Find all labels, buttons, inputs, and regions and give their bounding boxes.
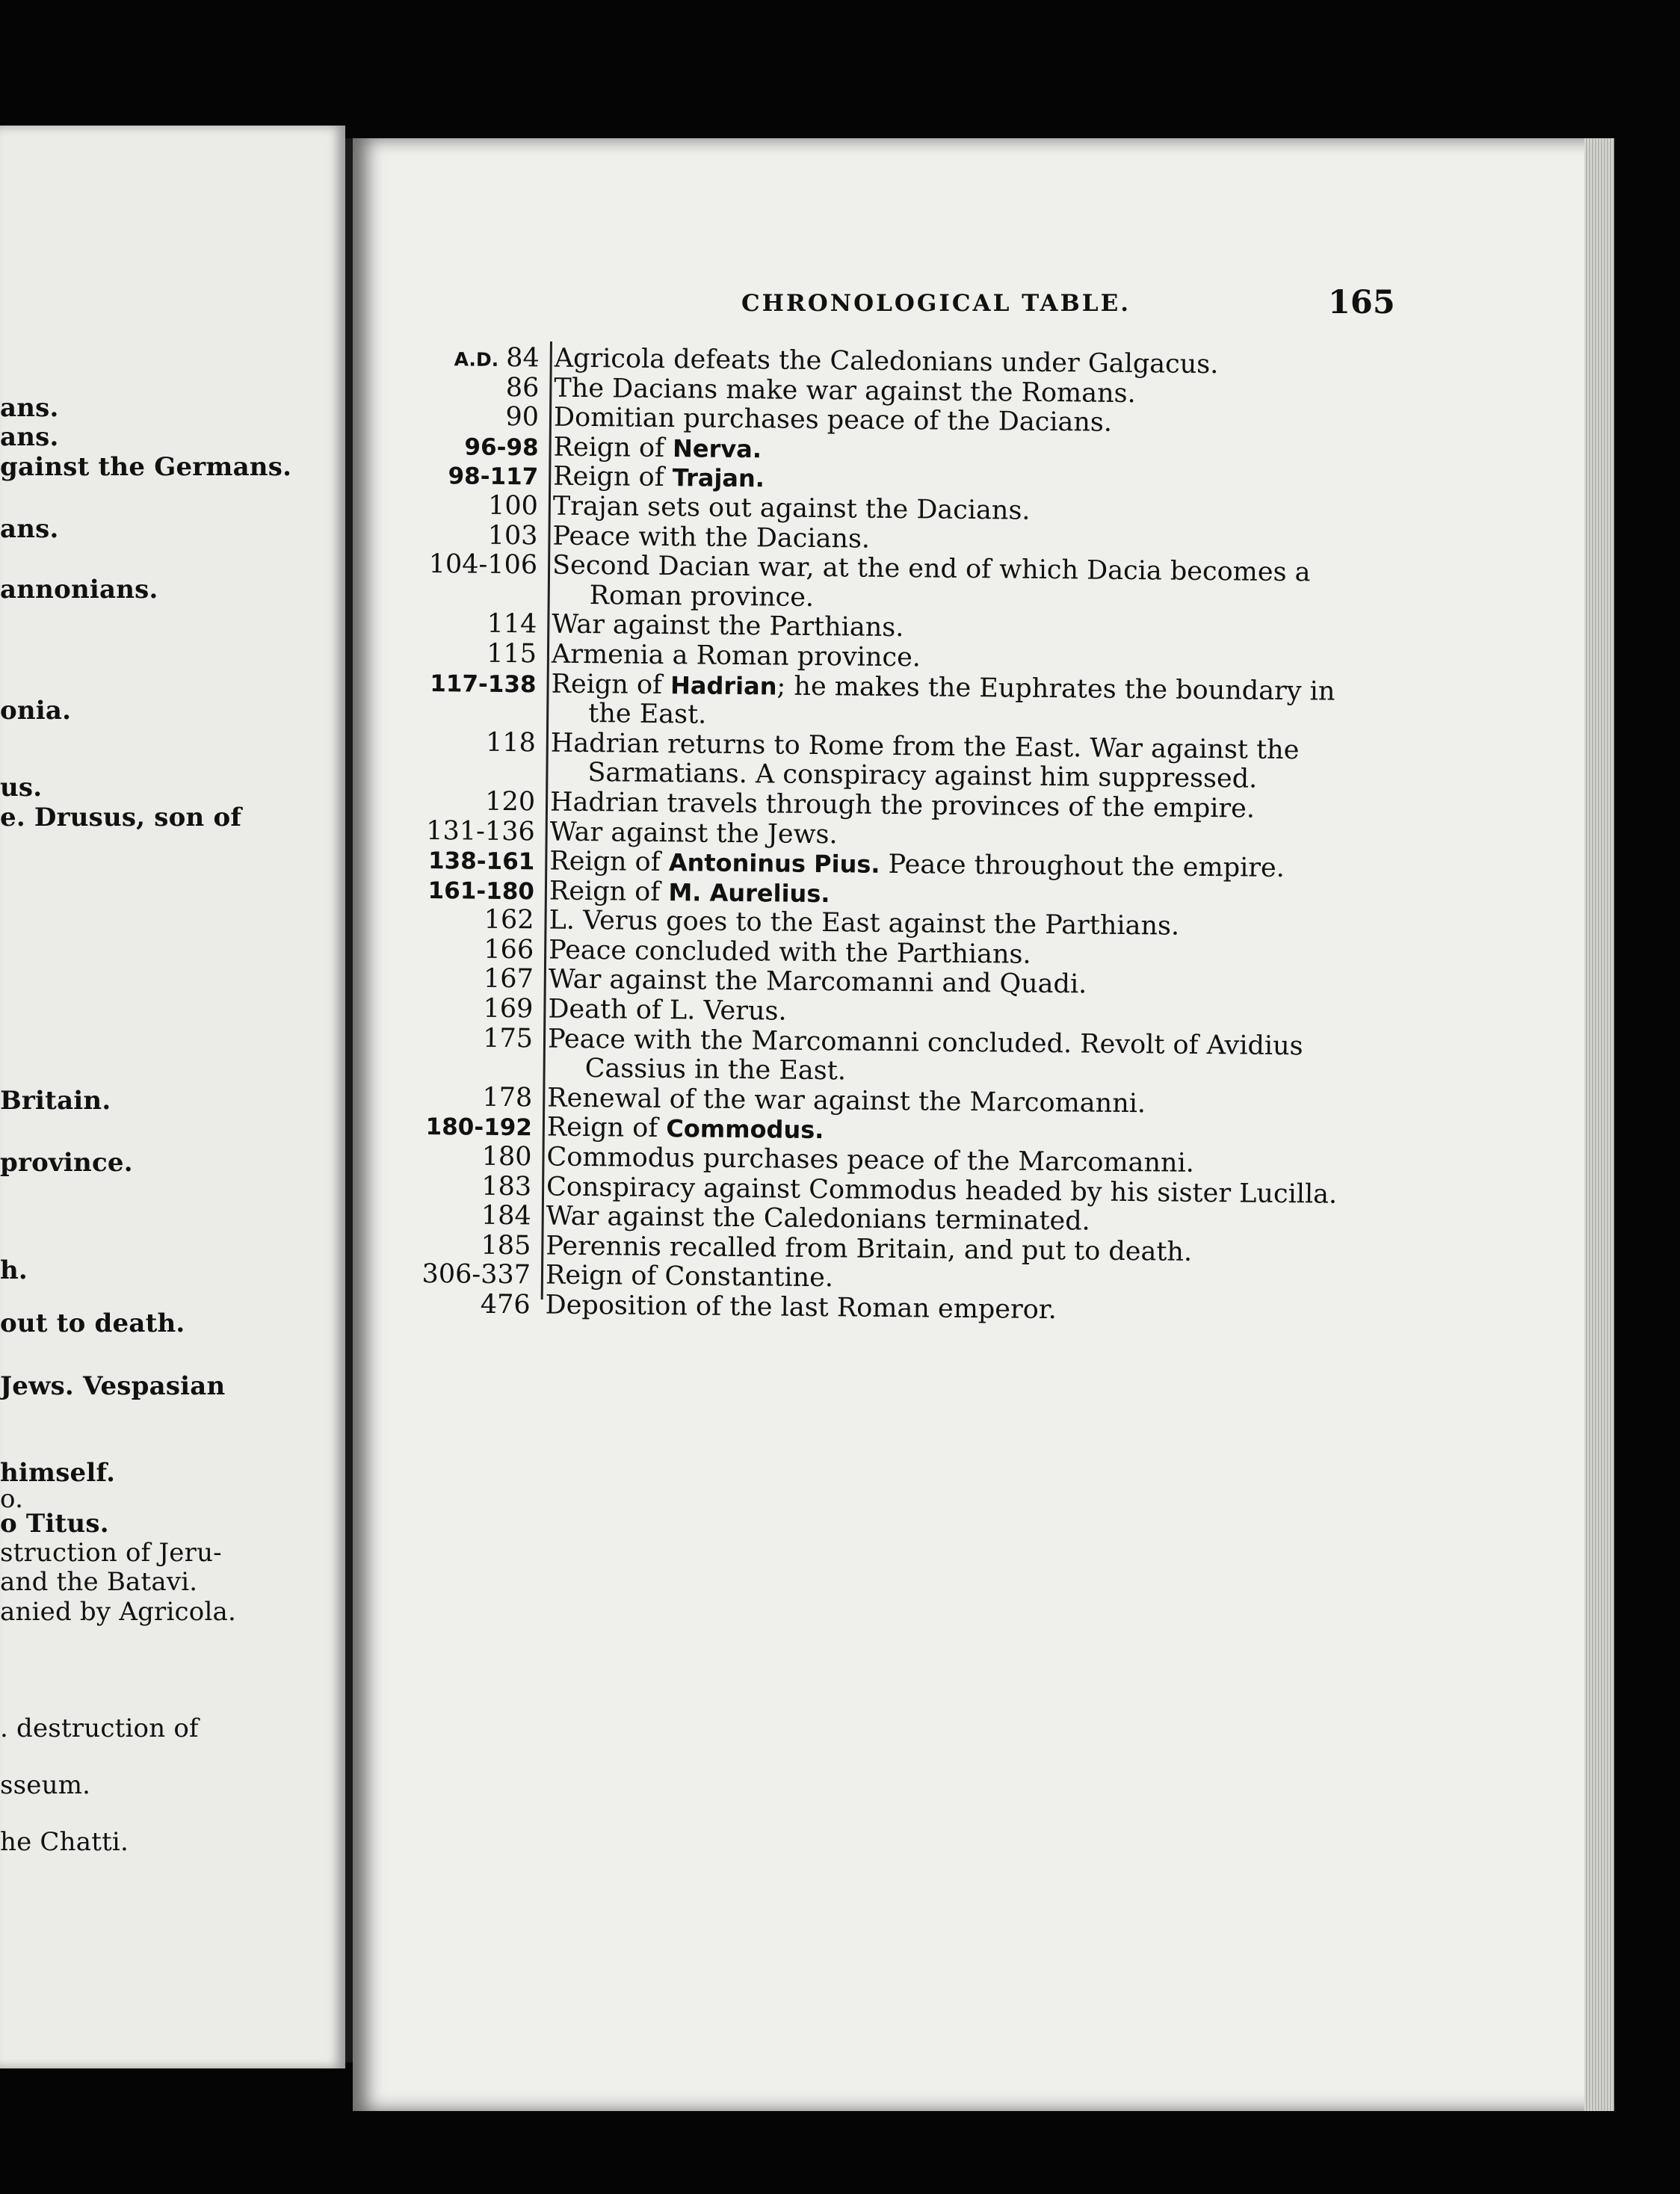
- entry-event: Reign of Antoninus Pius. Peace throughout the empire.: [549, 846, 1285, 884]
- entry-event: Peace with the Dacians.: [552, 521, 871, 554]
- entry-event: Perennis recalled from Britain, and put to death.: [546, 1231, 1193, 1267]
- entry-date: 118: [485, 727, 537, 758]
- running-head: CHRONOLOGICAL TABLE.: [741, 290, 1131, 317]
- entry-event-continuation: Sarmatians. A conspiracy against him suppressed.: [587, 758, 1258, 794]
- left-page-line: Jews. Vespasian: [0, 1371, 226, 1401]
- entry-date: 169: [483, 993, 534, 1025]
- page-number: 165: [1328, 284, 1395, 321]
- left-page-line: ans.: [0, 422, 59, 452]
- left-page-line: Britain.: [0, 1086, 111, 1116]
- entry-event: L. Verus goes to the East against the Parthians.: [549, 905, 1180, 942]
- left-page: [0, 126, 345, 2068]
- ruler-name: Antoninus Pius.: [668, 848, 880, 879]
- entry-date: 476: [480, 1289, 531, 1320]
- entry-event: Reign of Trajan.: [553, 461, 765, 493]
- ruler-name: Hadrian: [670, 670, 777, 700]
- entry-event-continuation: Cassius in the East.: [584, 1054, 847, 1087]
- entry-event-continuation: Roman province.: [589, 580, 815, 613]
- entry-event: Reign of M. Aurelius.: [549, 876, 830, 908]
- entry-date: 306-337: [421, 1259, 531, 1291]
- entry-event: Commodus purchases peace of the Marcomanni.: [546, 1142, 1195, 1178]
- left-page-line: o.: [0, 1484, 24, 1514]
- entry-date: 184: [481, 1200, 531, 1232]
- entry-date: A.D. 84: [454, 342, 540, 374]
- entry-event: Armenia a Roman province.: [551, 639, 921, 673]
- entry-event: Hadrian returns to Rome from the East. War against the: [550, 728, 1300, 765]
- entry-event: Peace with the Marcomanni concluded. Revolt of Avidius: [547, 1024, 1303, 1061]
- left-page-line: he Chatti.: [0, 1827, 129, 1857]
- left-page-line: and the Batavi.: [0, 1567, 198, 1597]
- entry-event: The Dacians make war against the Romans.: [554, 373, 1136, 409]
- entry-event: Renewal of the war against the Marcomanni.: [547, 1083, 1146, 1119]
- entry-event: Reign of Nerva.: [553, 432, 762, 464]
- entry-event-continuation: the East.: [588, 699, 707, 730]
- book-gutter: [345, 138, 353, 2062]
- entry-event: Reign of Commodus.: [546, 1112, 824, 1145]
- era-prefix: A.D.: [454, 348, 499, 371]
- left-page-line: ans.: [0, 393, 59, 423]
- left-page-line: ans.: [0, 514, 59, 544]
- entry-date: 180-192: [425, 1113, 533, 1142]
- left-page-line: o Titus.: [0, 1509, 109, 1539]
- chronological-table: [353, 342, 1474, 1329]
- page-edge: [1584, 138, 1614, 2111]
- entry-date: 180: [481, 1141, 532, 1172]
- left-page-line: h.: [0, 1255, 28, 1285]
- entry-event: Death of L. Verus.: [548, 994, 787, 1027]
- entry-date: 178: [482, 1082, 533, 1113]
- entry-date: 96-98: [464, 433, 539, 462]
- entry-event: Domitian purchases peace of the Dacians.: [553, 402, 1113, 438]
- entry-event: Trajan sets out against the Dacians.: [552, 491, 1031, 526]
- left-page-line: . destruction of: [0, 1714, 199, 1743]
- left-page-line: onia.: [0, 696, 72, 726]
- entry-date: 100: [487, 490, 539, 522]
- entry-date: 166: [484, 934, 534, 965]
- entry-date: 120: [485, 786, 536, 818]
- right-page: [353, 138, 1614, 2111]
- ruler-name: M. Aurelius.: [668, 877, 830, 908]
- entry-date: 104-106: [428, 549, 538, 581]
- entry-event: War against the Jews.: [549, 817, 838, 850]
- left-page-line: sseum.: [0, 1770, 91, 1800]
- ruler-name: Nerva.: [672, 433, 762, 464]
- entry-date: 183: [481, 1171, 532, 1202]
- entry-event: Reign of Hadrian; he makes the Euphrates the boundary in: [551, 669, 1335, 707]
- entry-event: Deposition of the last Roman emperor.: [545, 1290, 1057, 1326]
- left-page-line: province.: [0, 1148, 133, 1178]
- entry-date: 131-136: [426, 815, 535, 847]
- entry-event: Agricola defeats the Caledonians under Galgacus.: [554, 343, 1219, 380]
- entry-event: Conspiracy against Commodus headed by his sister Lucilla.: [546, 1172, 1338, 1210]
- entry-date: 175: [483, 1023, 534, 1054]
- entry-event: War against the Caledonians terminated.: [546, 1201, 1090, 1237]
- left-page-line: struction of Jeru-: [0, 1538, 222, 1568]
- entry-event: Reign of Constantine.: [545, 1260, 834, 1294]
- entry-event: Peace concluded with the Parthians.: [549, 935, 1031, 970]
- left-page-line: annonians.: [0, 575, 158, 605]
- entry-date: 86: [505, 372, 540, 403]
- entry-date: 103: [487, 520, 538, 551]
- entry-date: 114: [487, 609, 537, 640]
- entry-date: 90: [505, 402, 540, 433]
- entry-date: 115: [486, 638, 537, 670]
- entry-date: 162: [484, 905, 534, 936]
- entry-date: 138-161: [427, 847, 535, 876]
- entry-event: Second Dacian war, at the end of which Dacia becomes a: [552, 550, 1311, 588]
- entry-date: 167: [483, 964, 534, 995]
- left-page-line: out to death.: [0, 1308, 185, 1338]
- entry-date: 161-180: [427, 877, 535, 906]
- entry-event: War against the Parthians.: [552, 609, 904, 643]
- entry-date: 98-117: [448, 463, 539, 491]
- ruler-name: Trajan.: [672, 463, 765, 493]
- left-page-line: gainst the Germans.: [0, 452, 292, 482]
- left-page-line: us.: [0, 773, 43, 803]
- left-page-line: himself.: [0, 1458, 116, 1488]
- entry-date: 117-138: [430, 670, 537, 698]
- ruler-name: Commodus.: [666, 1114, 824, 1145]
- left-page-line: anied by Agricola.: [0, 1597, 237, 1627]
- entry-date: 185: [481, 1230, 531, 1261]
- entry-event: War against the Marcomanni and Quadi.: [548, 965, 1087, 1000]
- left-page-line: e. Drusus, son of: [0, 803, 242, 832]
- entry-event: Hadrian travels through the provinces of the empire.: [549, 787, 1256, 824]
